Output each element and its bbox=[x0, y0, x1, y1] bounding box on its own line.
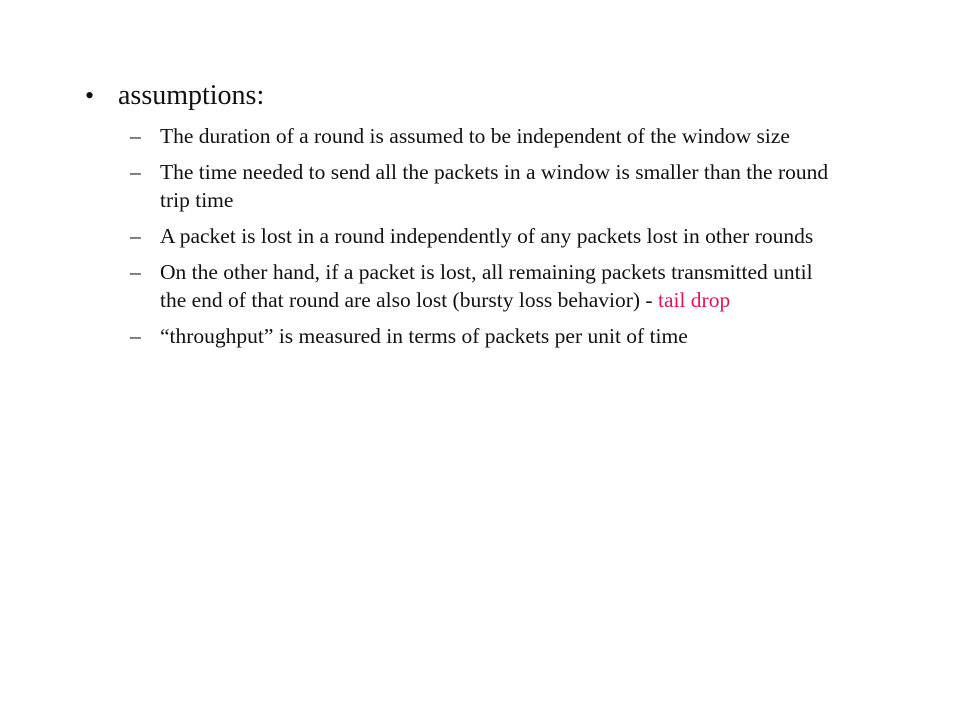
list-item-text-body: On the other hand, if a packet is lost, all remaining packets transmitted until the end of that round are also lost (bursty loss behavior) - bbox=[160, 260, 813, 312]
dash-icon: – bbox=[130, 224, 141, 248]
tail-drop-highlight: tail drop bbox=[657, 288, 731, 312]
dash-icon: – bbox=[130, 160, 141, 184]
list-item-text bbox=[160, 122, 830, 150]
list-item bbox=[130, 158, 830, 214]
list-item bbox=[130, 122, 830, 150]
list-item-text bbox=[160, 158, 830, 214]
list-item bbox=[130, 222, 830, 250]
list-item bbox=[130, 322, 830, 350]
dash-icon: – bbox=[130, 324, 141, 348]
assumption-list bbox=[130, 122, 830, 358]
dash-icon: – bbox=[130, 124, 141, 148]
list-item-text-body: “throughput” is measured in terms of packets per unit of time bbox=[160, 324, 688, 348]
list-item-text bbox=[160, 322, 830, 350]
list-item-text bbox=[160, 222, 830, 250]
main-bullet bbox=[85, 80, 264, 112]
main-bullet-text: assumptions: bbox=[118, 80, 265, 111]
list-item-text-body: The duration of a round is assumed to be independent of the window size bbox=[160, 124, 790, 148]
bullet-icon: • bbox=[85, 81, 95, 110]
dash-icon: – bbox=[130, 260, 141, 284]
list-item-text-body: The time needed to send all the packets in a window is smaller than the round trip time bbox=[160, 160, 829, 212]
list-item-text bbox=[160, 258, 830, 314]
list-item bbox=[130, 258, 830, 314]
list-item-text-body: A packet is lost in a round independently of any packets lost in other rounds bbox=[160, 224, 814, 248]
